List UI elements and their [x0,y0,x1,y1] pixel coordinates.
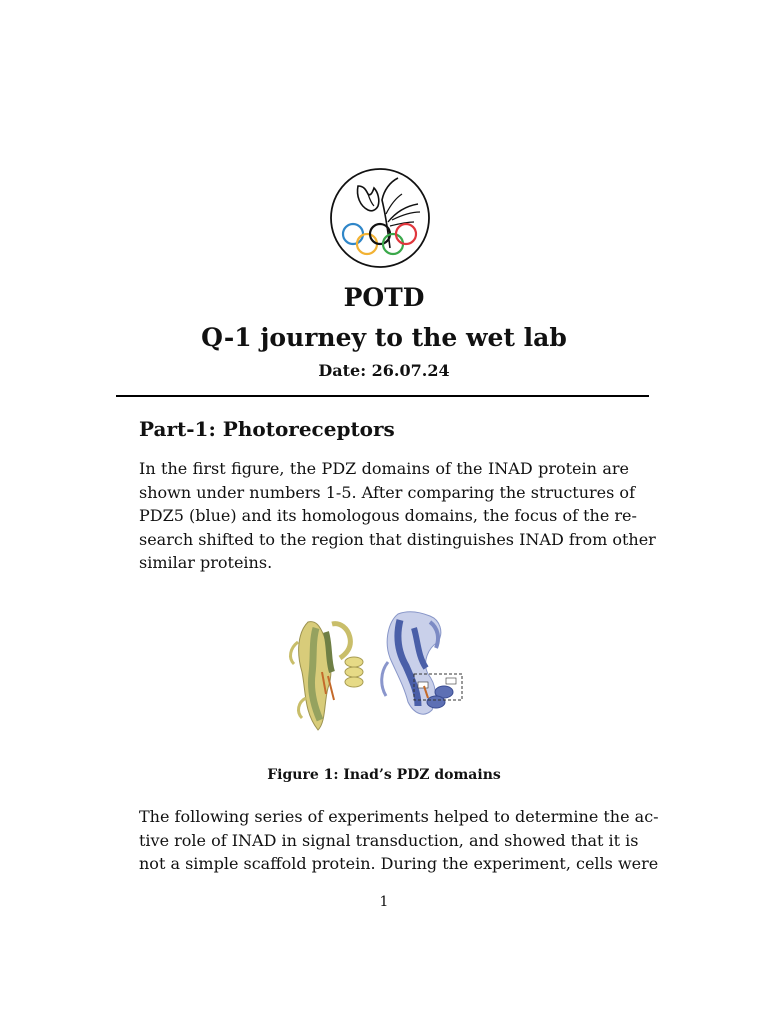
paragraph-intro [139,457,656,575]
ring-red [396,224,416,244]
page-number: 1 [379,894,389,910]
paragraph-experiments [139,805,659,876]
text-line: The following series of experiments helped to determine the ac- [139,807,659,826]
ring-blue [343,224,363,244]
pdz-overlay-structure [291,622,363,730]
ring-black [370,224,390,244]
text-line: similar proteins. [139,553,273,572]
question-title: Q-1 journey to the wet lab [201,323,567,352]
date-line: Date: 26.07.24 [318,361,450,380]
figure-caption: Figure 1: Inad’s PDZ domains [267,767,501,783]
protein-structure-figure [268,602,476,738]
section-heading: Part-1: Photoreceptors [139,417,395,441]
horizontal-rule [116,395,649,397]
text-line: tive role of INAD in signal transduction, and showed that it is [139,830,639,850]
olympiad-logo [330,166,430,270]
text-line: shown under numbers 1-5. After comparing the structures of [139,482,635,502]
text-line: search shifted to the region that distinguishes INAD from other [139,529,656,549]
text-line: not a simple scaffold protein. During the experiment, cells were [139,854,659,873]
pdz5-blue-structure [382,612,462,714]
flower-icon [357,186,378,211]
document-title: POTD [343,283,425,312]
text-line: PDZ5 (blue) and its homologous domains, the focus of the re- [139,506,637,525]
ring-yellow [357,234,377,254]
text-line: In the first figure, the PDZ domains of the INAD protein are [139,459,629,478]
ring-green [383,234,403,254]
